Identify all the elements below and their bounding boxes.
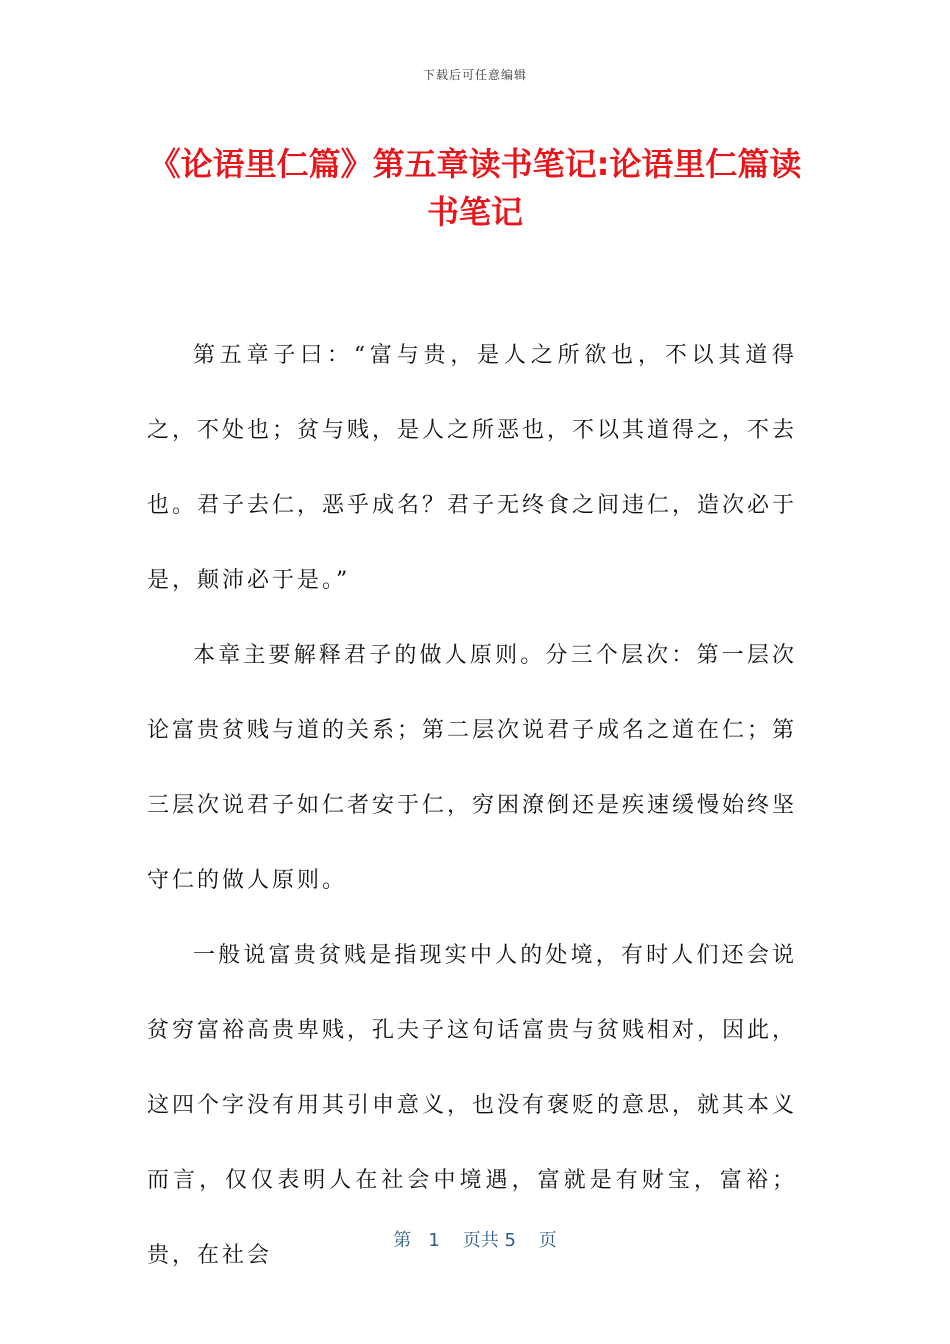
document-title: 《论语里仁篇》第五章读书笔记:论语里仁篇读书笔记 (148, 145, 802, 231)
current-page-number: 1 (428, 1230, 440, 1251)
page-footer (0, 1226, 950, 1252)
page-label-prefix: 第 (393, 1230, 412, 1251)
header-note: 下载后可任意编辑 (422, 68, 527, 82)
paragraph-2: 本章主要解释君子的做人原则。分三个层次：第一层次论富贵贫贱与道的关系；第二层次说君子成名之道在仁；第三层次说君子如仁者安于仁，穷困潦倒还是疾速缓慢始终坚守仁的做人原则。 (147, 643, 798, 893)
paragraph-1: 第五章子曰：“富与贵，是人之所欲也，不以其道得之，不处也；贫与贱，是人之所恶也，不以其道得之，不去也。君子去仁，恶乎成名？君子无终食之间违仁，造次必于是，颠沛必于是。” (147, 343, 798, 593)
document-body (147, 318, 797, 1293)
page-label-suffix: 页 (538, 1230, 557, 1251)
total-pages-number: 5 (504, 1230, 516, 1251)
page-label-middle: 页共 (462, 1230, 499, 1251)
paragraph-3: 一般说富贵贫贱是指现实中人的处境，有时人们还会说贫穷富裕高贵卑贱，孔夫子这句话富贵与贫贱相对，因此，这四个字没有用其引申意义，也没有褒贬的意思，就其本义而言，仅仅表明人在社会中境遇，富就是有财宝，富裕；贵，在社会 (147, 943, 798, 1268)
